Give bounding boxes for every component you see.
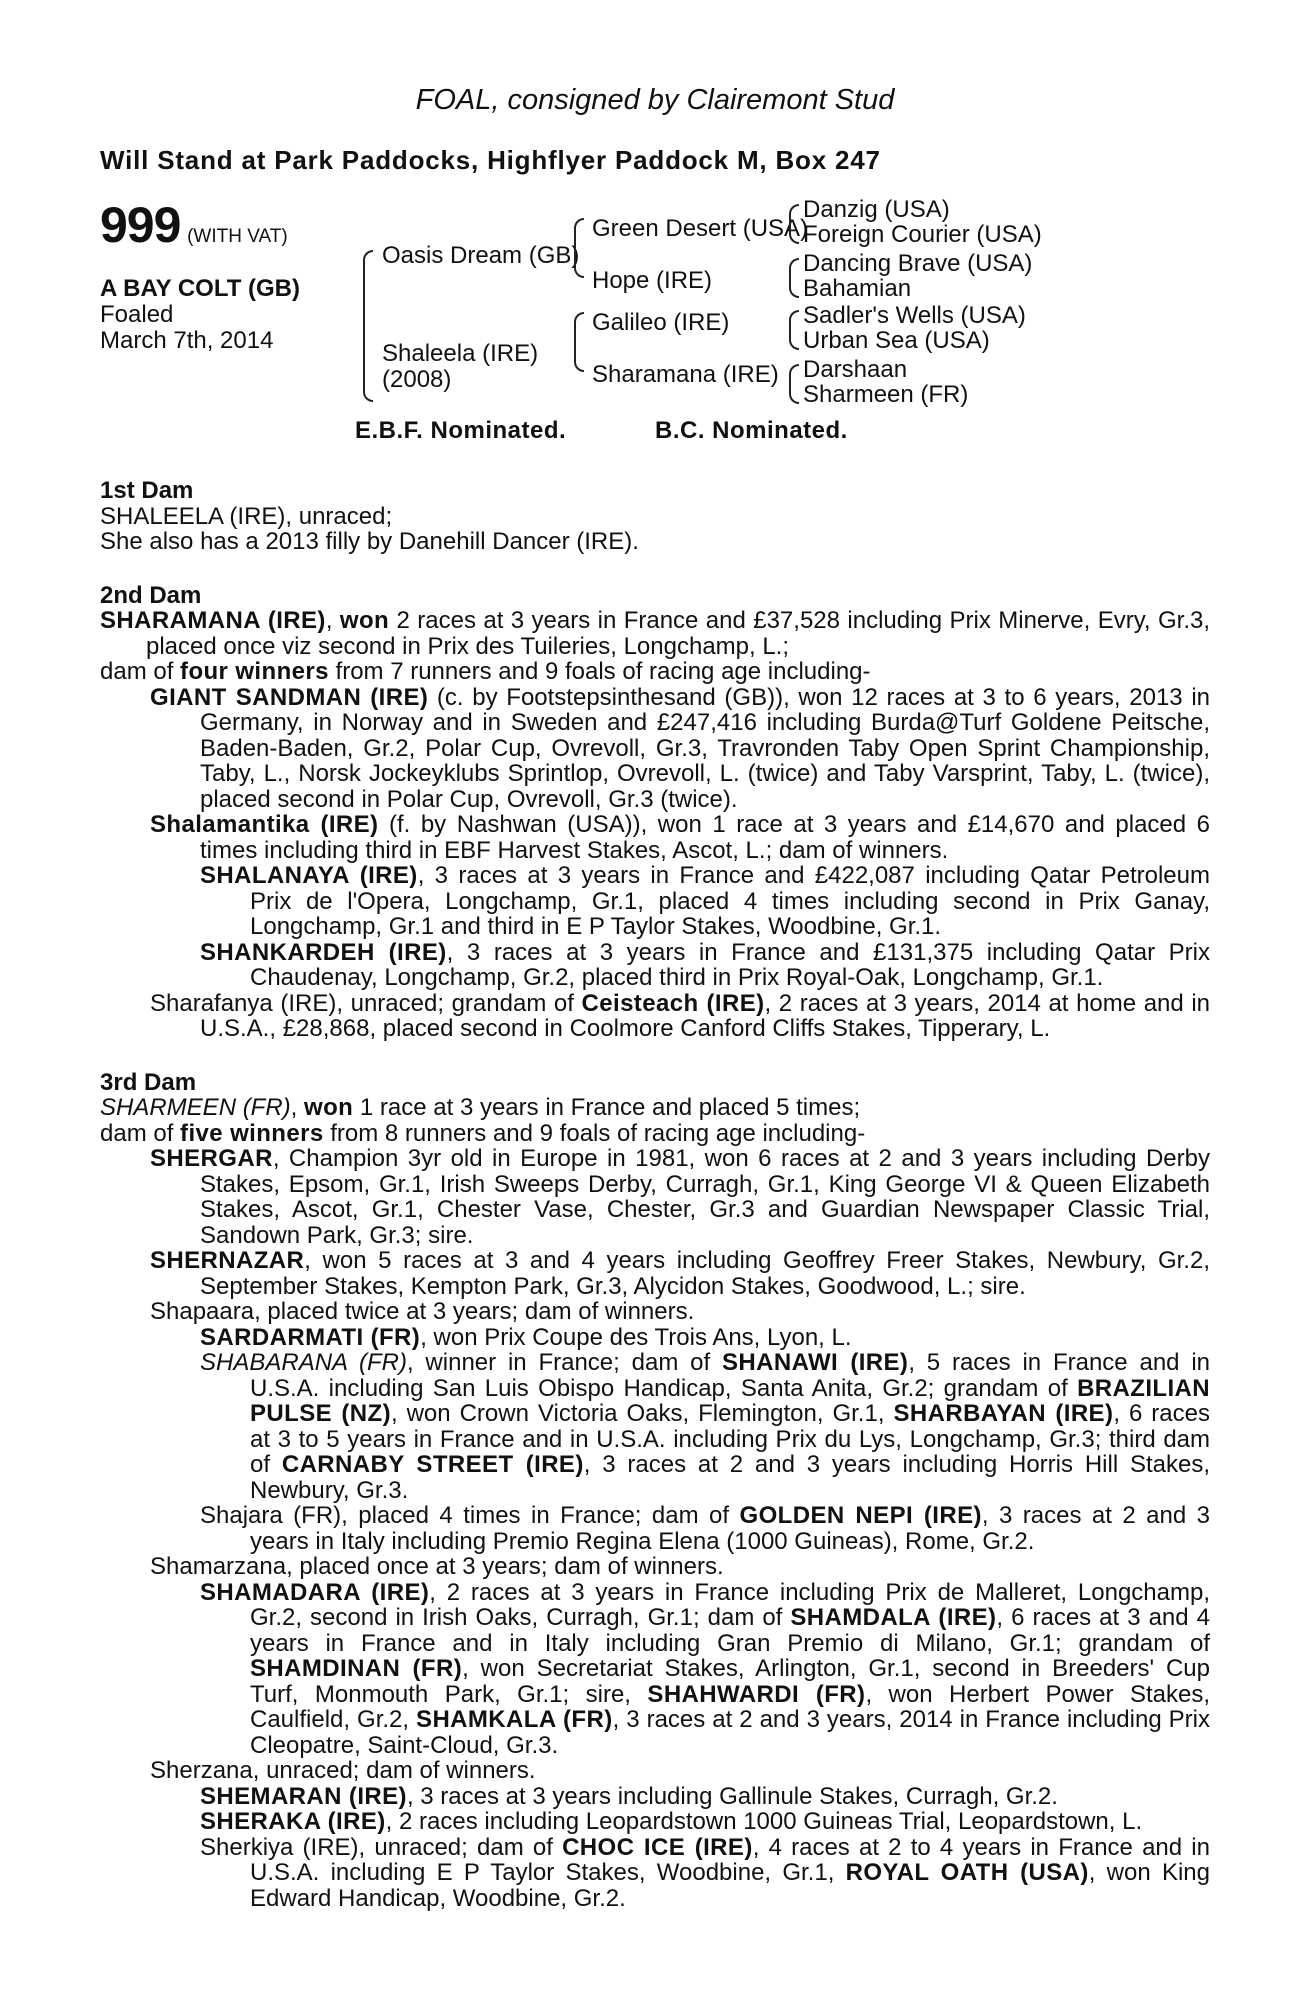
first-dam-line: She also has a 2013 filly by Danehill Dancer (IRE). xyxy=(100,528,639,555)
dam-of-text: from 7 runners and 9 foals of racing age including- xyxy=(328,658,871,685)
lot-number-line xyxy=(100,198,288,253)
dam-of-text: dam of xyxy=(100,658,181,685)
third-dam-section xyxy=(100,1070,1210,1912)
horse-name: SHAMADARA (IRE) xyxy=(200,1578,430,1606)
first-dam-section xyxy=(100,478,1210,555)
sire-name: Oasis Dream (GB) xyxy=(382,242,580,269)
gen3-name: Dancing Brave (USA) xyxy=(803,250,1033,277)
gen3-name: Darshaan xyxy=(803,356,908,383)
dam-of-text: dam of xyxy=(100,1119,181,1147)
third-dam-intro: SHARMEEN (FR), won 1 race at 3 years in France and placed 5 times; xyxy=(100,1094,861,1121)
progeny-entry xyxy=(150,1248,1210,1299)
record-text: , 2 races at 3 years in France including Prix de Malleret, Longchamp, Gr.2, second in Irish Oaks, Curragh, Gr.1; dam of xyxy=(250,1578,1211,1631)
horse-name: BRAZILIAN PULSE (NZ) xyxy=(250,1374,1210,1427)
horse-name: CARNABY STREET (IRE) xyxy=(281,1451,584,1478)
gen3-name: Urban Sea (USA) xyxy=(803,327,990,354)
progeny-entry xyxy=(200,1325,1210,1351)
pedigree-brace xyxy=(363,250,373,402)
progeny-entry xyxy=(150,812,1210,863)
dam-of-line xyxy=(100,659,1210,685)
page-heading: FOAL, consigned by Clairemont Stud xyxy=(415,84,895,116)
horse-name: SHERGAR xyxy=(150,1145,273,1172)
record-text: Sharafanya (IRE), unraced; grandam of xyxy=(150,989,582,1017)
horse-name: SHARMEEN (FR) xyxy=(100,1094,291,1121)
horse-name: SHALANAYA (IRE) xyxy=(200,862,418,889)
horse-name: SHAHWARDI (FR) xyxy=(647,1680,866,1708)
second-dam-intro: SHARAMANA (IRE), won 2 races at 3 years in France and £37,528 including Prix Minerve, Evry, Gr.3, placed once viz second in Prix des Tuileries, Longchamp, L.; xyxy=(100,607,1210,660)
progeny-entry xyxy=(200,940,1210,991)
horse-name: Ceisteach (IRE) xyxy=(581,989,765,1017)
progeny-entry xyxy=(200,1784,1210,1810)
progeny-entry xyxy=(200,1350,1210,1503)
winners-count: five winners xyxy=(180,1119,324,1147)
progeny-entry xyxy=(200,1580,1210,1759)
progeny-entry xyxy=(150,685,1210,813)
sire-sire-name: Green Desert (USA) xyxy=(592,215,809,242)
gen3-name: Danzig (USA) xyxy=(803,196,950,223)
second-dam-heading: 2nd Dam xyxy=(100,581,202,609)
record-text: 1 race at 3 years in France and placed 5 times; xyxy=(353,1094,861,1121)
progeny-entry: Shapaara, placed twice at 3 years; dam of winners. xyxy=(150,1298,695,1325)
dam-name: Shaleela (IRE) xyxy=(382,340,539,367)
horse-name: SHEMARAN (IRE) xyxy=(200,1782,407,1810)
record-text: , Champion 3yr old in Europe in 1981, won 6 races at 2 and 3 years including Derby Stakes, Epsom, Gr.1, Irish Sweeps Derby, Curragh, Gr.1, King George VI & Queen Elizabeth Stakes, Ascot, Gr.1, Chester Vase, Chester, Gr.3 and Guardian Newspaper Classic Trial, Sandown Park, Gr.3; sire. xyxy=(200,1145,1210,1249)
record-text: , won 5 races at 3 and 4 years including Geoffrey Freer Stakes, Newbury, Gr.2, September Stakes, Kempton Park, Gr.3, Alycidon Stakes, Goodwood, L.; sire. xyxy=(200,1247,1210,1300)
record-text: , 2 races at 3 years, 2014 at home and in U.S.A., £28,868, placed second in Coolmore Canford Cliffs Stakes, Tipperary, L. xyxy=(200,989,1211,1042)
pedigree-brace xyxy=(789,364,799,404)
first-dam-line: SHALEELA (IRE), unraced; xyxy=(100,502,393,530)
third-dam-heading: 3rd Dam xyxy=(100,1068,197,1096)
record-text: , won Prix Coupe des Trois Ans, Lyon, L. xyxy=(420,1323,852,1351)
horse-name: SHERAKA (IRE) xyxy=(200,1808,386,1835)
dam-sire-name: Galileo (IRE) xyxy=(592,309,730,336)
horse-name: GIANT SANDMAN (IRE) xyxy=(150,683,429,711)
horse-name: SHABARANA (FR) xyxy=(200,1349,407,1376)
won-word: won xyxy=(304,1094,354,1121)
pedigree-brace xyxy=(574,218,584,278)
horse-name: SHAMKALA (FR) xyxy=(416,1706,613,1733)
progeny-entry: Sherzana, unraced; dam of winners. xyxy=(150,1757,536,1784)
horse-name: SHANAWI (IRE) xyxy=(721,1349,909,1376)
horse-name: SHAMDALA (IRE) xyxy=(790,1604,997,1631)
horse-name: SHERNAZAR xyxy=(150,1247,305,1274)
gen3-name: Foreign Courier (USA) xyxy=(803,221,1042,248)
vat-note: (WITH VAT) xyxy=(187,226,288,247)
progeny-entry xyxy=(200,1503,1210,1554)
record-text: , 5 races in France and in U.S.A. including San Luis Obispo Handicap, Santa Anita, Gr.2; grandam of xyxy=(250,1349,1211,1402)
stand-location: Will Stand at Park Paddocks, Highflyer Paddock M, Box 247 xyxy=(100,145,881,175)
horse-name: SHAMDINAN (FR) xyxy=(250,1655,463,1682)
foaled-date: March 7th, 2014 xyxy=(100,327,274,354)
sire-dam-name: Hope (IRE) xyxy=(592,267,713,294)
record-text: , won Crown Victoria Oaks, Flemington, Gr.1, xyxy=(390,1400,885,1427)
pedigree-brace xyxy=(574,312,584,372)
progeny-entry xyxy=(200,1835,1210,1912)
record-text: Shajara (FR), placed 4 times in France; dam of xyxy=(200,1502,740,1529)
record-text: Sherkiya (IRE), unraced; dam of xyxy=(200,1833,563,1861)
winners-count: four winners xyxy=(180,658,329,685)
pedigree-brace xyxy=(789,204,799,244)
record-text: , 3 races at 2 and 3 years, 2014 in France including Prix Cleopatre, Saint-Cloud, Gr.3. xyxy=(250,1706,1210,1759)
horse-name: SHANKARDEH (IRE) xyxy=(200,938,447,966)
progeny-entry: Shamarzana, placed once at 3 years; dam of winners. xyxy=(150,1553,724,1580)
record-text: (c. by Footstepsinthesand (GB)), won 12 races at 3 to 6 years, 2013 in Germany, in Norway and in Sweden and £247,416 including Burda@Turf Goldene Peitsche, Baden-Baden, Gr.2, Polar Cup, Ovrevoll, Gr.3, Travronden Taby Open Sprint Championship, Taby, L., Norsk Jockeyklubs Sprintlop, Ovrevoll, L. (twice) and Taby Varsprint, Taby, L. (twice), placed second in Polar Cup, Ovrevoll, Gr.3 (twice). xyxy=(200,683,1211,813)
record-text: (f. by Nashwan (USA)), won 1 race at 3 years and £14,670 and placed 6 times including third in EBF Harvest Stakes, Ascot, L.; dam of winners. xyxy=(200,811,1210,864)
pedigree-brace xyxy=(789,258,799,298)
first-dam-heading: 1st Dam xyxy=(100,477,194,504)
horse-name: SARDARMATI (FR) xyxy=(200,1323,421,1351)
record-text: , 3 races at 3 years in France and £422,087 including Qatar Petroleum Prix de l'Opera, Longchamp, Gr.1, placed 4 times including second in Prix Ganay, Longchamp, Gr.1 and third in E P Taylor Stakes, Woodbine, Gr.1. xyxy=(250,862,1210,940)
horse-name: Shalamantika (IRE) xyxy=(150,811,379,838)
pedigree-block xyxy=(100,198,1210,458)
record-text: , 4 races at 2 to 4 years in France and in U.S.A. including E P Taylor Stakes, Woodbine, Gr.1, xyxy=(250,1833,1210,1886)
gen3-name: Sharmeen (FR) xyxy=(803,381,969,408)
progeny-entry xyxy=(200,863,1210,940)
horse-name: CHOC ICE (IRE) xyxy=(562,1833,753,1861)
horse-name: SHARAMANA (IRE) xyxy=(100,607,326,634)
record-text: , 3 races at 3 years in France and £131,375 including Qatar Prix Chaudenay, Longchamp, Gr.2, placed third in Prix Royal-Oak, Longchamp, Gr.1. xyxy=(250,938,1210,991)
record-text: , winner in France; dam of xyxy=(406,1349,722,1376)
dam-of-line xyxy=(100,1121,1210,1147)
bc-nominated: B.C. Nominated. xyxy=(655,417,848,444)
dam-dam-name: Sharamana (IRE) xyxy=(592,361,779,388)
dam-of-text: from 8 runners and 9 foals of racing age including- xyxy=(323,1119,866,1147)
ebf-nominated: E.B.F. Nominated. xyxy=(355,417,567,444)
record-text: , won Secretariat Stakes, Arlington, Gr.1, second in Breeders' Cup Turf, Monmouth Park, Gr.1; sire, xyxy=(250,1655,1210,1708)
record-text: , won Herbert Power Stakes, Caulfield, Gr.2, xyxy=(250,1680,1210,1733)
horse-name: GOLDEN NEPI (IRE) xyxy=(739,1502,982,1529)
won-word: won xyxy=(339,607,390,634)
record-text: , 6 races at 3 to 5 years in France and in U.S.A. including Prix du Lys, Longchamp, Gr.3; third dam of xyxy=(250,1400,1210,1478)
second-dam-section xyxy=(100,583,1210,1042)
horse-name: ROYAL OATH (USA) xyxy=(845,1859,1089,1886)
record-text: , 6 races at 3 and 4 years in France and in Italy including Gran Premio di Milano, Gr.1; grandam of xyxy=(250,1604,1210,1657)
dam-year: (2008) xyxy=(382,366,452,393)
foaled-label: Foaled xyxy=(100,301,174,328)
progeny-entry xyxy=(200,1809,1210,1835)
record-text: , 2 races including Leopardstown 1000 Guineas Trial, Leopardstown, L. xyxy=(385,1808,1143,1835)
gen3-name: Sadler's Wells (USA) xyxy=(803,302,1026,329)
gen3-name: Bahamian xyxy=(803,275,912,302)
record-text: 2 races at 3 years in France and £37,528 including Prix Minerve, Evry, Gr.3, placed once viz second in Prix des Tuileries, Longchamp, L.; xyxy=(146,607,1210,660)
catalogue-text xyxy=(100,478,1210,1911)
record-text: , 3 races at 2 and 3 years including Horris Hill Stakes, Newbury, Gr.3. xyxy=(250,1451,1211,1504)
lot-number: 999 xyxy=(100,197,181,253)
record-text: , won King Edward Handicap, Woodbine, Gr.2. xyxy=(250,1859,1210,1912)
lot-description: A BAY COLT (GB) xyxy=(100,275,301,302)
progeny-entry xyxy=(150,1146,1210,1248)
record-text: , 3 races at 3 years including Gallinule Stakes, Curragh, Gr.2. xyxy=(406,1782,1058,1810)
pedigree-brace xyxy=(789,310,799,350)
horse-name: SHARBAYAN (IRE) xyxy=(893,1400,1114,1427)
record-text: , 3 races at 2 and 3 years in Italy including Premio Regina Elena (1000 Guineas), Rome, Gr.2. xyxy=(250,1502,1211,1555)
progeny-entry xyxy=(150,991,1210,1042)
